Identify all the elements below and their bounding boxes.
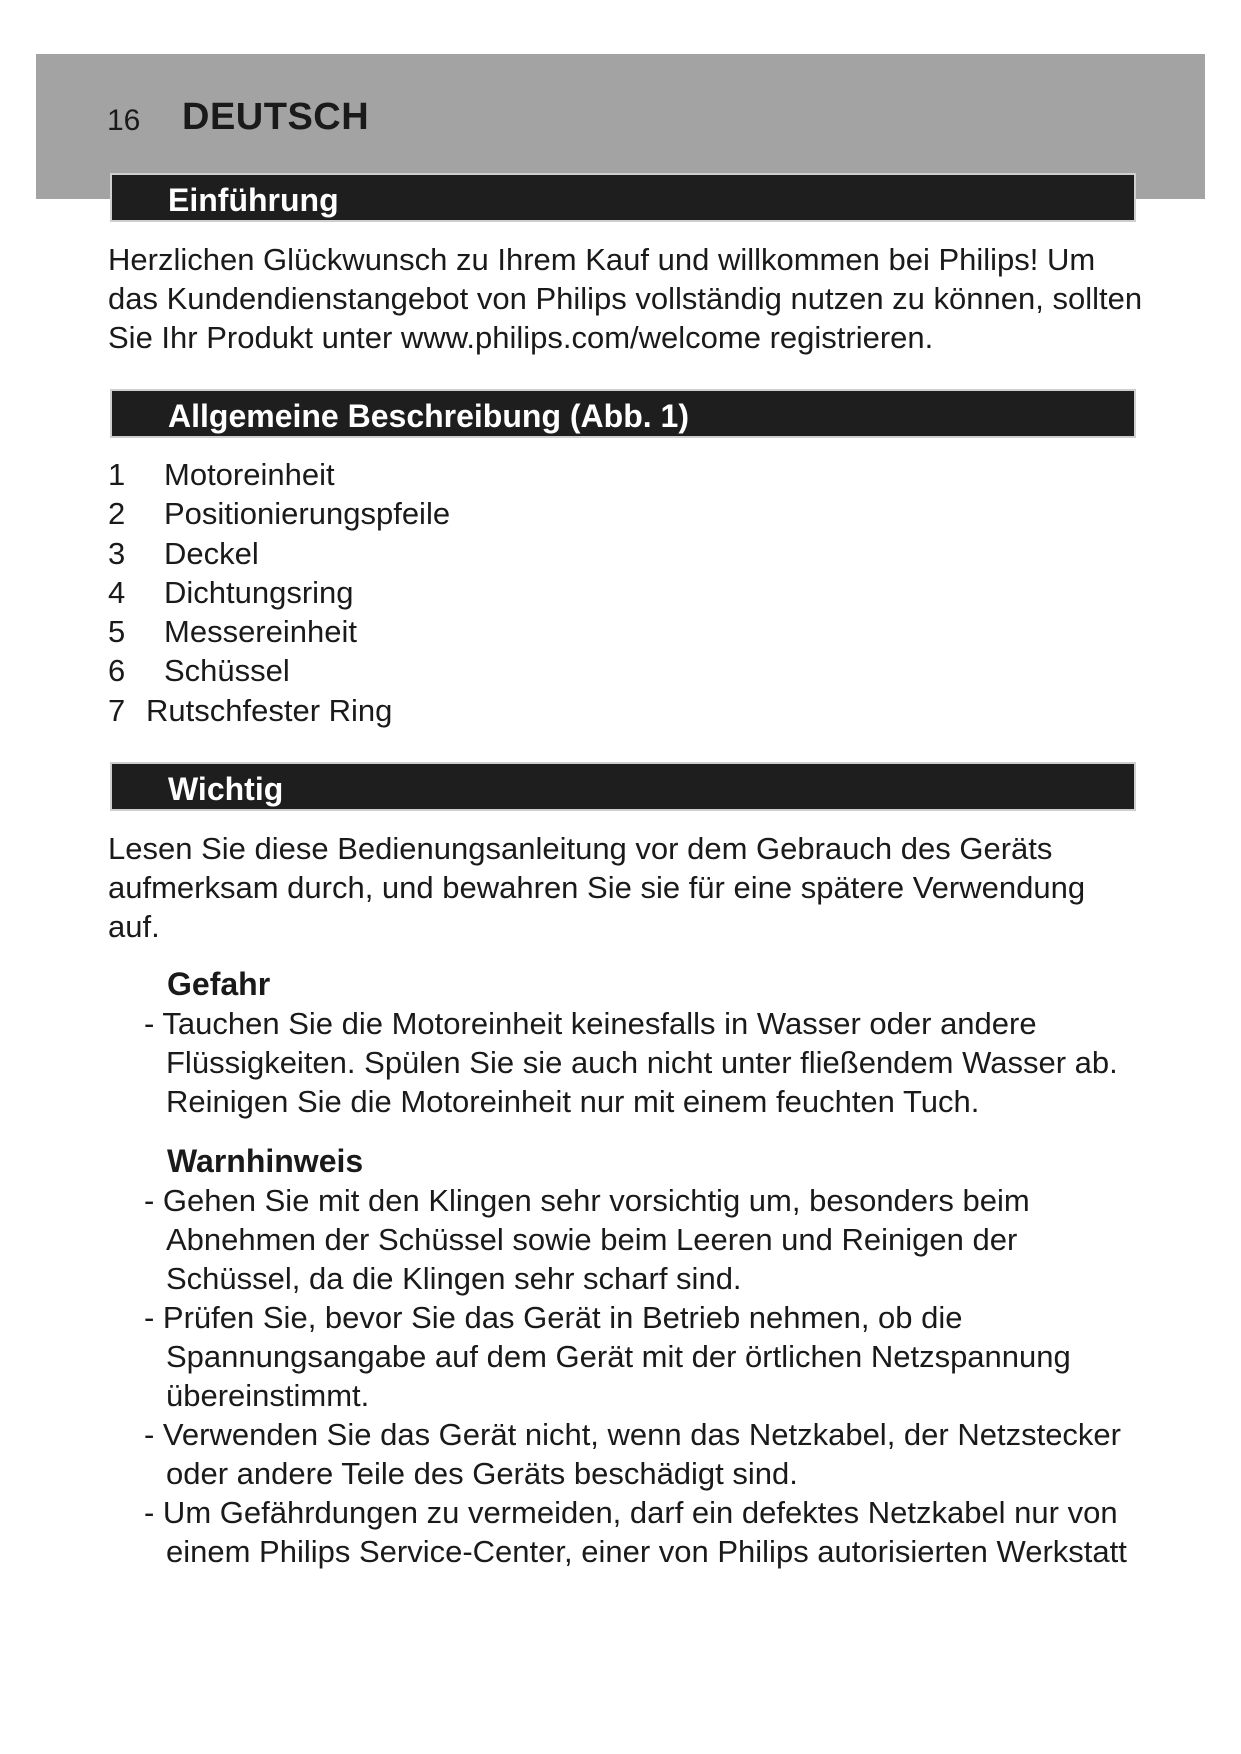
section-bar-description (110, 389, 1136, 438)
item-number: 3 (108, 535, 126, 571)
list-item: - Tauchen Sie die Motoreinheit keinesfalls in Wasser oder andere Flüssigkeiten. Spülen Sie sie auch nicht unter fließendem Wasser ab. Reinigen Sie die Motoreinheit nur mit einem feuchten Tuch. (144, 1006, 1118, 1119)
list-item: - Um Gefährdungen zu vermeiden, darf ein defektes Netzkabel nur von einem Philips Service-Center, einer von Philips autorisierten Werkstatt (144, 1495, 1127, 1569)
page-number: 16 (107, 104, 141, 137)
item-label: Deckel (164, 535, 259, 571)
item-number: 4 (108, 574, 126, 610)
warning-list (128, 1181, 1148, 1571)
item-number: 1 (108, 457, 126, 492)
warning-title: Warnhinweis (167, 1143, 364, 1179)
section-bar-intro (110, 173, 1136, 222)
danger-list (128, 1004, 1148, 1121)
language-title: DEUTSCH (182, 96, 370, 138)
item-number: 5 (108, 614, 126, 650)
item-label: Motoreinheit (164, 457, 335, 492)
intro-paragraph: Herzlichen Glückwunsch zu Ihrem Kauf und willkommen bei Philips! Um das Kundendienstangebot von Philips vollständig nutzen zu können, sollten Sie Ihr Produkt unter www.philips.com/welcome registrieren. (108, 242, 1143, 355)
intro-heading: Einführung (168, 182, 339, 218)
important-heading: Wichtig (168, 771, 284, 807)
important-paragraph: Lesen Sie diese Bedienungsanleitung vor dem Gebrauch des Geräts aufmerksam durch, und bewahren Sie sie für eine spätere Verwendung auf. (108, 831, 1086, 944)
item-number: 2 (108, 496, 126, 532)
list-item: - Gehen Sie mit den Klingen sehr vorsichtig um, besonders beim Abnehmen der Schüssel sowie beim Leeren und Reinigen der Schüssel, da die Klingen sehr scharf sind. (144, 1183, 1030, 1296)
item-label: Positionierungspfeile (164, 496, 451, 532)
item-label: Rutschfester Ring (146, 692, 393, 728)
item-number: 7 (108, 692, 126, 728)
list-item (108, 691, 450, 730)
list-item (108, 573, 450, 612)
parts-list (108, 455, 450, 730)
list-item (108, 651, 450, 690)
item-number: 6 (108, 653, 126, 689)
list-item (108, 534, 450, 573)
list-item (108, 494, 450, 533)
item-label: Messereinheit (164, 614, 357, 650)
description-heading: Allgemeine Beschreibung (Abb. 1) (168, 398, 689, 434)
danger-title: Gefahr (167, 966, 271, 1002)
item-label: Schüssel (164, 653, 290, 689)
section-bar-important (110, 762, 1136, 811)
list-item: - Prüfen Sie, bevor Sie das Gerät in Betrieb nehmen, ob die Spannungsangabe auf dem Gerät mit der örtlichen Netzspannung übereinstimmt. (144, 1300, 1071, 1413)
item-label: Dichtungsring (164, 574, 354, 610)
list-item (108, 455, 450, 494)
list-item (108, 612, 450, 651)
list-item: - Verwenden Sie das Gerät nicht, wenn das Netzkabel, der Netzstecker oder andere Teile des Geräts beschädigt sind. (144, 1417, 1121, 1491)
